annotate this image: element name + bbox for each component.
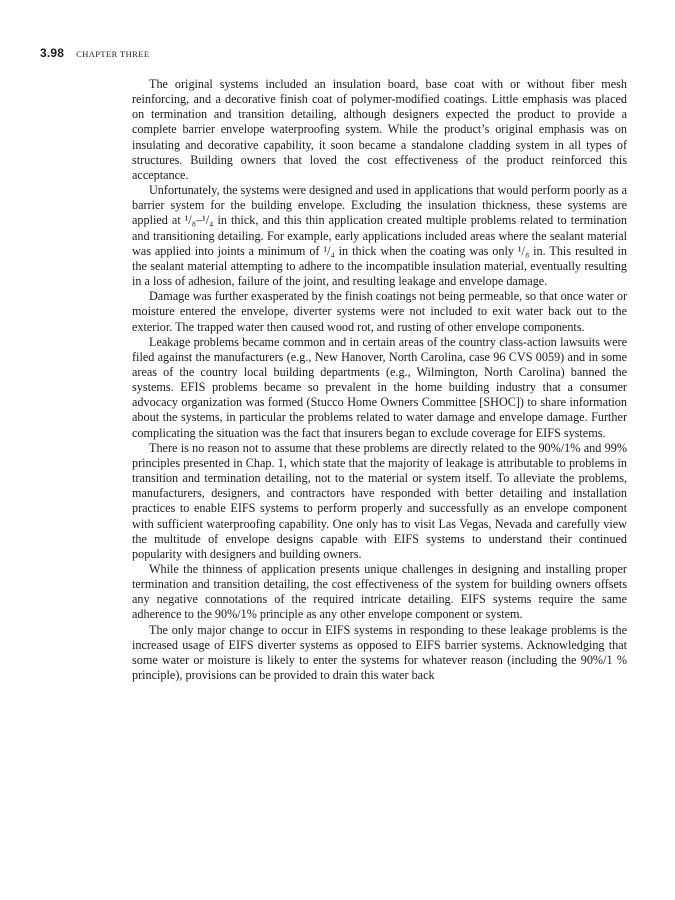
paragraph-thinness: While the thinness of application presents unique challenges in designing and installing proper termination and transition detailing, the cost effectiveness of the system for building owners offsets any negative connotations of the required intricate detailing. EIFS systems require the same adherence to the 90%/1% principle as any other envelope component or system. [132, 562, 627, 622]
paragraph-major-change: The only major change to occur in EIFS systems in responding to these leakage problems is the increased usage of EIFS diverter systems as opposed to EIFS barrier systems. Acknowledging that some water or moisture is likely to enter the systems for whatever reason (including the 90%/1 % principle), provisions can be provided to drain this water back [132, 622, 627, 683]
paragraph-damage: Damage was further exasperated by the finish coatings not being permeable, so that once water or moisture entered the envelope, diverter systems were not included to exit water back out to the exterior. The trapped water then caused wood rot, and rusting of other envelope components. [132, 289, 627, 334]
chapter-title: CHAPTER THREE [76, 49, 150, 59]
page-number: 3.98 [40, 46, 65, 60]
paragraph-unfortunately: Unfortunately, the systems were designed and used in applications that would perform poorly as a barrier system for the building envelope. Excluding the insulation thickness, these systems are applied at ¹/₈–¹/₄ in thick, and this thin application created multiple problems related to termination and transitioning detailing. For example, early applications included areas where the sealant material was applied into joints a minimum of ¹/₄ in thick when the coating was only ¹/₈ in. This resulted in the sealant material attempting to adhere to the incompatible insulation material, eventually resulting in a loss of adhesion, failure of the joint, and resulting leakage and envelope damage. [132, 183, 627, 289]
running-head [40, 46, 149, 60]
body-text [132, 77, 627, 683]
paragraph-leakage-problems: Leakage problems became common and in certain areas of the country class-action lawsuits were filed against the manufacturers (e.g., New Hanover, North Carolina, case 96 CVS 0059) and in some areas of the country local building departments (e.g., Wilmington, North Carolina) banned the systems. EFIS problems became so prevalent in the home building industry that a consumer advocacy organization was formed (Stucco Home Owners Committee [SHOC]) to share information about the systems, in particular the problems related to water damage and envelope damage. Further complicating the situation was the fact that insurers began to exclude coverage for EIFS systems. [132, 334, 627, 440]
paragraph-no-reason: There is no reason not to assume that these problems are directly related to the 90%/1% and 99% principles presented in Chap. 1, which state that the majority of leakage is attributable to problems in transition and termination detailing, not to the material or system itself. To alleviate the problems, manufacturers, designers, and contractors have responded with better detailing and installation practices to enable EIFS systems to perform properly and successfully as an envelope component with sufficient waterproofing capability. One only has to visit Las Vegas, Nevada and carefully view the multitude of envelope designs capable with EIFS systems to understand their continued popularity with designers and building owners. [132, 440, 627, 561]
paragraph-original-systems: The original systems included an insulation board, base coat with or without fiber mesh reinforcing, and a decorative finish coat of polymer-modified coatings. Little emphasis was placed on termination and transition detailing, although designers expected the product to provide a complete barrier envelope waterproofing system. While the product’s original emphasis was on insulating and decorative capability, it soon became a standalone cladding system in all types of structures. Building owners that loved the cost effectiveness of the product reinforced this acceptance. [132, 77, 627, 182]
